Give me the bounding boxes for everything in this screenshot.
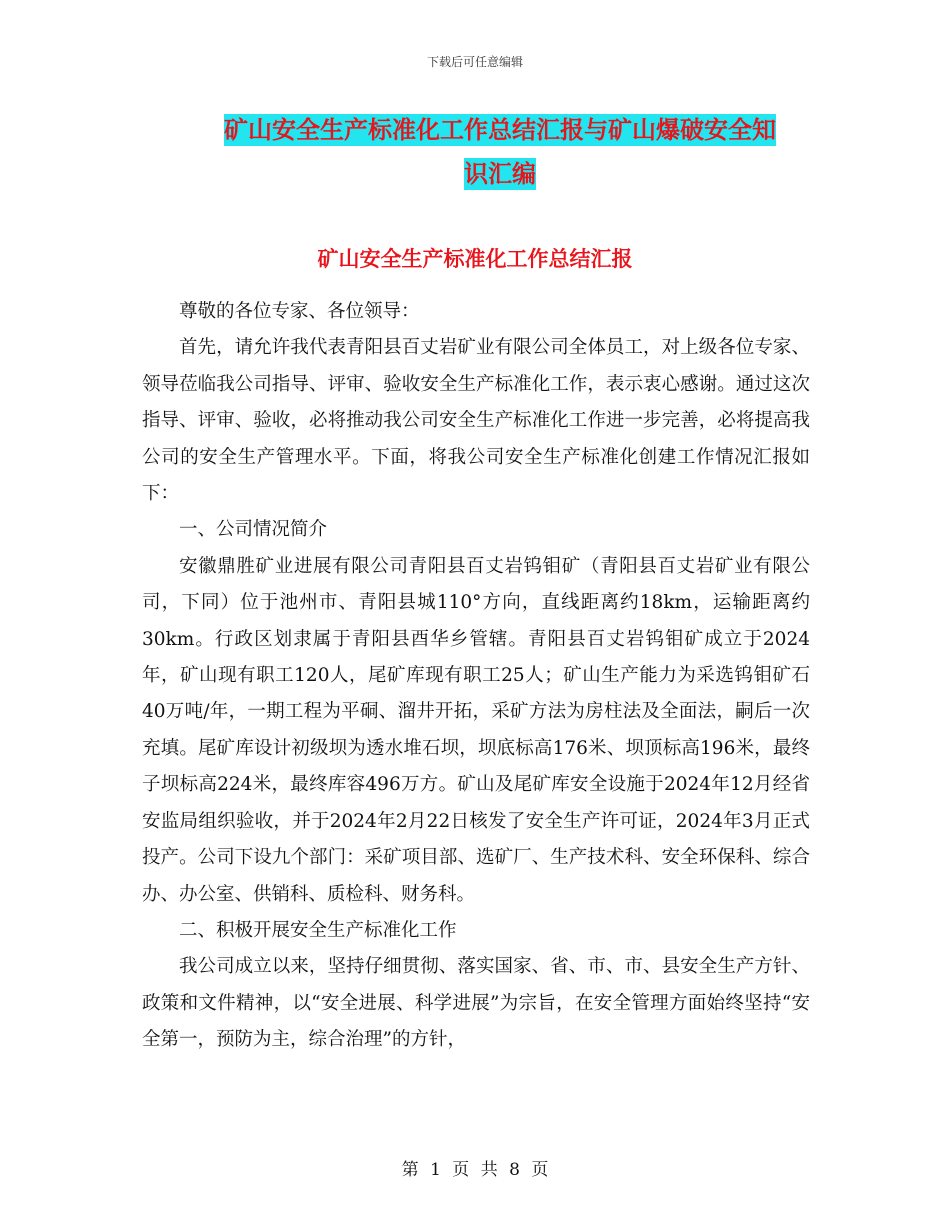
- section-title: 矿山安全生产标准化工作总结汇报: [317, 247, 633, 271]
- main-title: [195, 108, 805, 196]
- salutation-paragraph: 尊敬的各位专家、各位领导：: [179, 301, 420, 322]
- main-title-line-2: 识汇编: [464, 160, 536, 188]
- header-note: 下载后可任意编辑: [426, 55, 523, 69]
- page-number-footer: 第 1 页 共 8 页: [401, 1160, 549, 1180]
- main-title-line-1: 矿山安全生产标准化工作总结汇报与矿山爆破安全知: [224, 116, 776, 144]
- standardization-paragraph: 我公司成立以来，坚持仔细贯彻、落实国家、省、市、市、县安全生产方针、政策和文件精神，以“安全进展、科学进展”为宗旨，在安全管理方面始终坚持“安全第一，预防为主，综合治理”的方针，: [142, 956, 810, 1051]
- company-overview-paragraph: 安徽鼎胜矿业进展有限公司青阳县百丈岩钨钼矿（青阳县百丈岩矿业有限公司，下同）位于池州市、青阳县城110°方向，直线距离约18km，运输距离约30km。行政区划隶属于青阳县酉华乡管辖。青阳县百丈岩钨钼矿成立于2024年，矿山现有职工120人，尾矿库现有职工25人；矿山生产能力为采选钨钼矿石40万吨/年，一期工程为平硐、溜井开拓，采矿方法为房柱法及全面法，嗣后一次充填。尾矿库设计初级坝为透水堆石坝，坝底标高176米、坝顶标高196米，最终子坝标高224米，最终库容496万方。矿山及尾矿库安全设施于2024年12月经省安监局组织验收，并于2024年2月22日核发了安全生产许可证，2024年3月正式投产。公司下设九个部门：采矿项目部、选矿厂、生产技术科、安全环保科、综合办、办公室、供销科、质检科、财务科。: [142, 555, 810, 905]
- heading-standardization-work: 二、积极开展安全生产标准化工作: [179, 919, 457, 941]
- document-body: [142, 294, 810, 1059]
- intro-paragraph: 首先，请允许我代表青阳县百丈岩矿业有限公司全体员工，对上级各位专家、领导莅临我公司指导、评审、验收安全生产标准化工作，表示衷心感谢。通过这次指导、评审、验收，必将推动我公司安全生产标准化工作进一步完善，必将提高我公司的安全生产管理水平。下面，将我公司安全生产标准化创建工作情况汇报如下：: [142, 337, 810, 505]
- heading-company-overview: 一、公司情况简介: [179, 519, 328, 541]
